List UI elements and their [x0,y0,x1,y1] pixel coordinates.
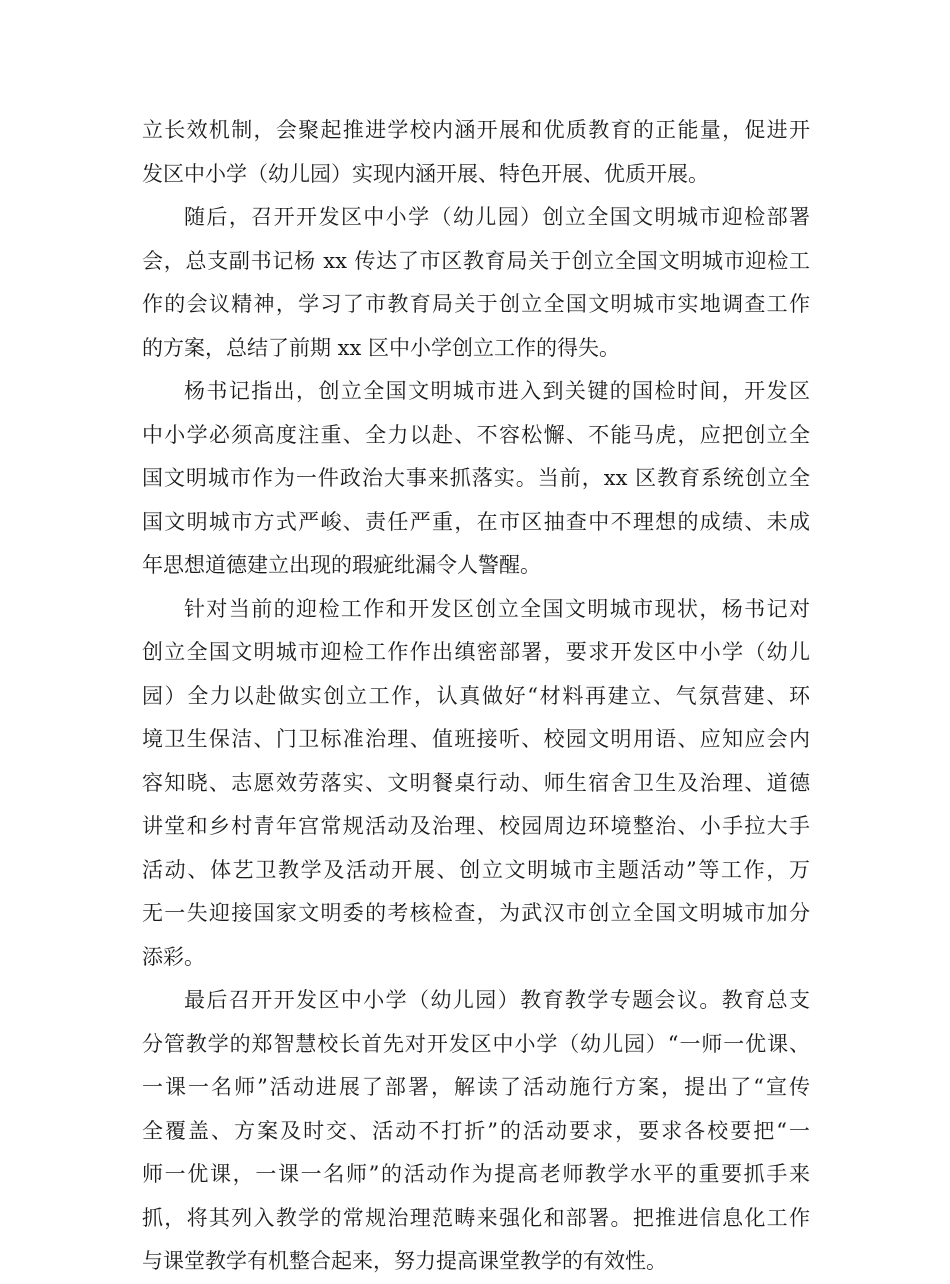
text-line: 一课一名师”活动进展了部署，解读了活动施行方案，提出了“宣传 [142,1075,810,1099]
text-line: 园）全力以赴做实创立工作，认真做好“材料再建立、气氛营建、环 [142,683,810,708]
text-line: 作的会议精神，学习了市教育局关于创立全国文明城市实地调查工作 [142,292,810,316]
text-line: 容知晓、志愿效劳落实、文明餐桌行动、师生宿舍卫生及治理、道德 [142,770,810,795]
text-line: 分管教学的郑智慧校长首先对开发区中小学（幼儿园）“一师一优课、 [142,1031,810,1056]
text-line: 会，总支副书记杨 xx 传达了市区教育局关于创立全国文明城市迎检工 [142,248,810,273]
text-line: 发区中小学（幼儿园）实现内涵开展、特色开展、优质开展。 [142,161,709,186]
text-line: 年思想道德建立出现的瑕疵纰漏令人警醒。 [142,553,541,577]
text-line: 国文明城市方式严峻、责任严重，在市区抽查中不理想的成绩、未成 [142,509,810,534]
text-line: 师一优课，一课一名师”的活动作为提高老师教学水平的重要抓手来 [142,1162,810,1186]
text-line: 无一失迎接国家文明委的考核检查，为武汉市创立全国文明城市加分 [142,901,810,925]
text-line: 中小学必须高度注重、全力以赴、不容松懈、不能马虎，应把创立全 [142,422,810,447]
text-line: 立长效机制，会聚起推进学校内涵开展和优质教育的正能量，促进开 [142,118,810,142]
text-line: 抓，将其列入教学的常规治理范畴来强化和部署。把推进信息化工作 [142,1205,810,1230]
text-line: 创立全国文明城市迎检工作作出缜密部署，要求开发区中小学（幼儿 [142,640,810,664]
text-line: 添彩。 [142,944,205,969]
text-line: 讲堂和乡村青年宫常规活动及治理、校园周边环境整治、小手拉大手 [142,814,810,838]
body-text [142,109,810,1284]
text-line: 与课堂教学有机整合起来，努力提高课堂教学的有效性。 [142,1249,667,1273]
text-line: 针对当前的迎检工作和开发区创立全国文明城市现状，杨书记对 [184,596,810,621]
text-line: 活动、体艺卫教学及活动开展、创立文明城市主题活动”等工作，万 [142,857,810,882]
text-line: 最后召开开发区中小学（幼儿园）教育教学专题会议。教育总支 [184,988,810,1012]
text-line: 国文明城市作为一件政治大事来抓落实。当前，xx 区教育系统创立全 [142,466,810,490]
text-line: 的方案，总结了前期 xx 区中小学创立工作的得失。 [142,335,621,360]
text-line: 境卫生保洁、门卫标准治理、值班接听、校园文明用语、应知应会内 [142,727,810,751]
text-line: 随后，召开开发区中小学（幼儿园）创立全国文明城市迎检部署 [184,205,810,229]
text-line: 全覆盖、方案及时交、活动不打折”的活动要求，要求各校要把“一 [142,1118,810,1143]
text-line: 杨书记指出，创立全国文明城市进入到关键的国检时间，开发区 [184,379,810,403]
